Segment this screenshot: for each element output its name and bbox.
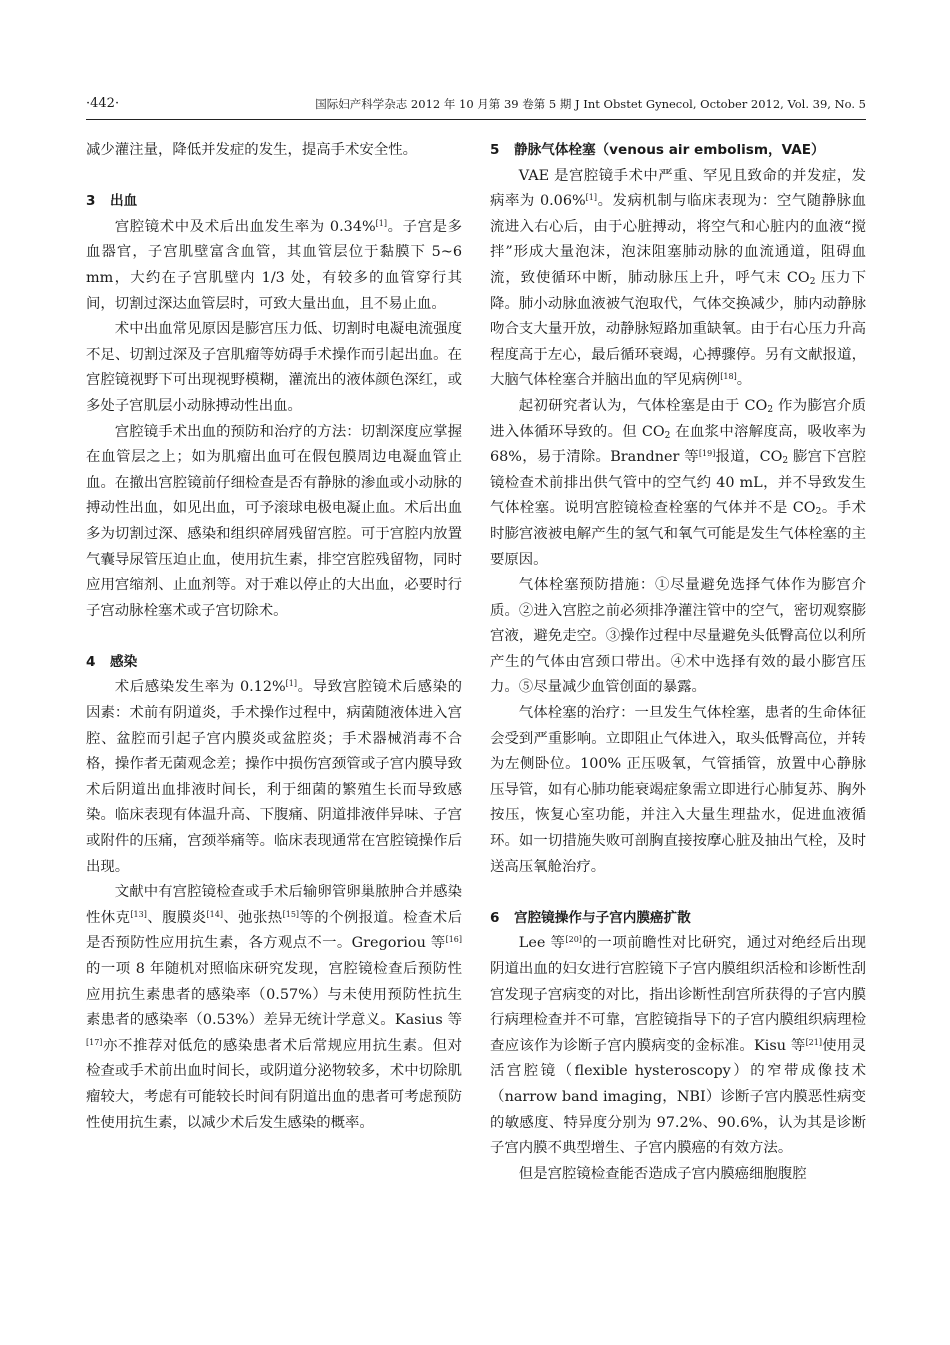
text-run: 文献中有宫腔镜检查或手术后输卵管卵巢脓肿合并感染性休克 <box>86 884 462 926</box>
section-gap <box>86 164 462 190</box>
section-gap <box>86 624 462 650</box>
section-number: 6 <box>490 909 500 926</box>
text-run: 在血浆中溶解度高，吸收率为 68%，易于清除。Brandner 等 <box>490 423 867 466</box>
text-run: 。子宫是多血器官，子宫肌壁富含血管，其血管层位于黏膜下 5~6 mm，大约在子宫肌壁内 1/3 处，有较多的血管穿行其间，切割过深达血管层时，可致大量出血，且不易止血。 <box>86 218 462 312</box>
paragraph-vae-mechanism <box>490 164 866 394</box>
citation: [17] <box>86 1037 103 1047</box>
section-gap <box>490 880 866 906</box>
text-run: 的一项前瞻性对比研究，通过对绝经后出现阴道出血的妇女进行宫腔镜下子宫内膜组织活检和诊断性刮宫发现子宫病变的对比，指出诊断性刮宫所获得的子宫内膜行病理检查并不可靠，宫腔镜指导下的子宫内膜组织病理检查应该作为诊断子宫内膜病变的金标准。Kisu 等 <box>490 935 866 1054</box>
section-title: 出血 <box>110 193 138 210</box>
paragraph-vae-co2 <box>490 394 866 573</box>
page-number: ·442· <box>86 96 120 111</box>
journal-citation: 国际妇产科学杂志 2012 年 10 月第 39 卷第 5 期 J Int Obstet Gynecol, October 2012, Vol. 39, No. 5 <box>315 97 866 111</box>
paragraph-vae-prevention: 气体栓塞预防措施：①尽量避免选择气体作为膨宫介质。②进入宫腔之前必须排净灌注管中的空气，密切观察膨宫液，避免走空。③操作过程中尽量避免头低臀高位以利所产生的气体由宫颈口带出。④术中选择有效的最小膨宫压力。⑤尽量减少血管创面的暴露。 <box>490 577 866 696</box>
subscript: 2 <box>767 404 774 415</box>
paragraph-continuation: 减少灌注量，降低并发症的发生，提高手术安全性。 <box>86 142 417 158</box>
text-run: 。发病机制与临床表现为：空气随静脉血流进入右心后，由于心脏搏动，将空气和心脏内的血液“搅拌”形成大量泡沫，泡沫阻塞肺动脉的血流通道，阻碍血流，致使循环中断，肺动脉压上升，呼气末 CO <box>490 193 866 286</box>
text-run: 亦不推荐对低危的感染患者术后常规应用抗生素。但对检查或手术前出血时间长，或阴道分泌物较多，术中切除肌瘤较大，考虑有可能较长时间有阴道出血的患者可考虑预防性使用抗生素，以减少术后发生感染的概率。 <box>86 1037 462 1131</box>
citation: [13] <box>130 909 147 919</box>
section-title: 宫腔镜操作与子宫内膜癌扩散 <box>514 909 691 926</box>
right-column <box>490 138 866 1187</box>
citation: [14] <box>206 909 223 919</box>
text-run: 。手术时膨宫液被电解产生的氢气和氧气可能是发生气体栓塞的主要原因。 <box>490 500 866 568</box>
citation: [15] <box>282 909 300 919</box>
text-run: 压力下降。肺小动脉血液被气泡取代，气体交换减少，肺内动静脉吻合支大量开放，动静脉短路加重缺氧。由于右心压力升高程度高于左心，最后循环衰竭，心搏骤停。另有文献报道，大脑气体栓塞合并脑出血的罕见病例 <box>490 269 866 389</box>
section-heading-5 <box>490 138 866 164</box>
section-title: 静脉气体栓塞（venous air embolism，VAE） <box>514 142 825 158</box>
citation: [20] <box>565 935 582 945</box>
left-column <box>86 138 462 1136</box>
text-run: 膨宫下宫腔镜检查术前排出供气管中的空气约 40 mL，并不导致发生气体栓塞。说明宫腔镜检查栓塞的气体并不是 CO <box>490 449 866 517</box>
subscript: 2 <box>815 507 822 518</box>
section-heading-3 <box>86 189 462 215</box>
text-run: 术后感染发生率为 0.12% <box>114 679 286 696</box>
text-run: 的一项 8 年随机对照临床研究发现，宫腔镜检查后预防性应用抗生素患者的感染率（0.57%）与未使用预防性抗生素患者的感染率（0.53%）差异无统计学意义。Kasius 等 <box>86 961 462 1029</box>
citation: [18] <box>720 372 737 382</box>
citation: [19] <box>698 449 716 459</box>
paragraph-infection-factors <box>86 675 462 880</box>
paragraph-endometrial-spread: 但是宫腔镜检查能否造成子宫内膜癌细胞腹腔 <box>518 1165 807 1182</box>
text-run: 。导致宫腔镜术后感染的因素：术前有阴道炎，手术操作过程中，病菌随液体进入宫腔、盆腔而引起子宫内膜炎或盆腔炎；手术器械消毒不合格，操作者无菌观念差；操作中损伤宫颈管或子宫内膜导致术后阴道出血排液时间长，利于细菌的繁殖生长而导致感染。临床表现有体温升高、下腹痛、阴道排液伴异味、子宫或附件的压痛，宫颈举痛等。临床表现通常在宫腔镜操作后出现。 <box>86 679 462 875</box>
subscript: 2 <box>809 276 816 287</box>
citation: [1] <box>375 218 387 228</box>
text-run: 、腹膜炎 <box>146 909 207 926</box>
text-run: 报道，CO <box>715 449 783 466</box>
section-number: 5 <box>490 142 500 158</box>
text-run: 使用灵活宫腔镜（flexible hysteroscopy）的窄带成像技术（narrow band imaging，NBI）诊断子宫内膜恶性病变的敏感度、特异度分别为 97.2%、90.6%，认为其是诊断子宫内膜不典型增生、子宫内膜癌的有效方法。 <box>490 1037 866 1157</box>
text-run: 。 <box>736 372 752 389</box>
paragraph-bleeding-treatment: 宫腔镜手术出血的预防和治疗的方法：切割深度应掌握在血管层之上；如为肌瘤出血可在假包膜周边电凝血管止血。在撤出宫腔镜前仔细检查是否有静脉的渗血或小动脉的搏动性出血，如见出血，可予滚球电极电凝止血。术后出血多为切割过深、感染和组织碎屑残留宫腔。可于宫腔内放置气囊导尿管压迫止血，使用抗生素，排空宫腔残留物，同时应用宫缩剂、止血剂等。对于难以停止的大出血，必要时行子宫动脉栓塞术或子宫切除术。 <box>86 423 462 619</box>
running-header <box>86 93 866 120</box>
section-heading-6 <box>490 906 866 932</box>
text-run: 作为膨宫介质进入体循环导致的。但 CO <box>490 397 867 440</box>
section-title: 感染 <box>110 653 138 670</box>
paragraph-endometrial-study <box>490 931 866 1161</box>
text-run: 起初研究者认为，气体栓塞是由于 CO <box>518 397 768 414</box>
section-heading-4 <box>86 650 462 676</box>
citation: [16] <box>445 935 462 945</box>
paragraph-vae-treatment: 气体栓塞的治疗：一旦发生气体栓塞，患者的生命体征会受到严重影响。立即阻止气体进入，取头低臀高位，并转为左侧卧位。100% 正压吸氧，气管插管，放置中心静脉压导管，如有心肺功能衰竭症象需立即进行心肺复苏、胸外按压，恢复心室功能，并注入大量生理盐水，促进血液循环。如一切措施失败可剖胸直接按摩心脏及抽出气栓，及时送高压氧舱治疗。 <box>490 705 866 875</box>
subscript: 2 <box>782 456 789 467</box>
section-number: 3 <box>86 193 96 210</box>
paragraph-infection-literature <box>86 880 462 1136</box>
citation: [21] <box>805 1037 822 1047</box>
paragraph-bleeding-causes: 术中出血常见原因是膨宫压力低、切割时电凝电流强度不足、切割过深及子宫肌瘤等妨碍手术操作而引起出血。在宫腔镜视野下可出现视野模糊，灌流出的液体颜色深红，或多处子宫肌层小动脉搏动性出血。 <box>86 321 462 414</box>
citation: [1] <box>285 679 298 689</box>
text-run: Lee 等 <box>518 935 566 952</box>
text-run: 等的个例报道。检查术后是否预防性应用抗生素，各方观点不一。Gregoriou 等 <box>86 909 462 952</box>
section-number: 4 <box>86 653 96 670</box>
paragraph-bleeding-incidence <box>86 215 462 317</box>
citation: [1] <box>585 193 598 203</box>
text-run: 、弛张热 <box>222 909 283 926</box>
text-run: VAE 是宫腔镜手术中严重、罕见且致命的并发症，发病率为 0.06% <box>490 167 866 210</box>
subscript: 2 <box>664 430 671 441</box>
text-run: 宫腔镜术中及术后出血发生率为 0.34% <box>114 218 376 235</box>
